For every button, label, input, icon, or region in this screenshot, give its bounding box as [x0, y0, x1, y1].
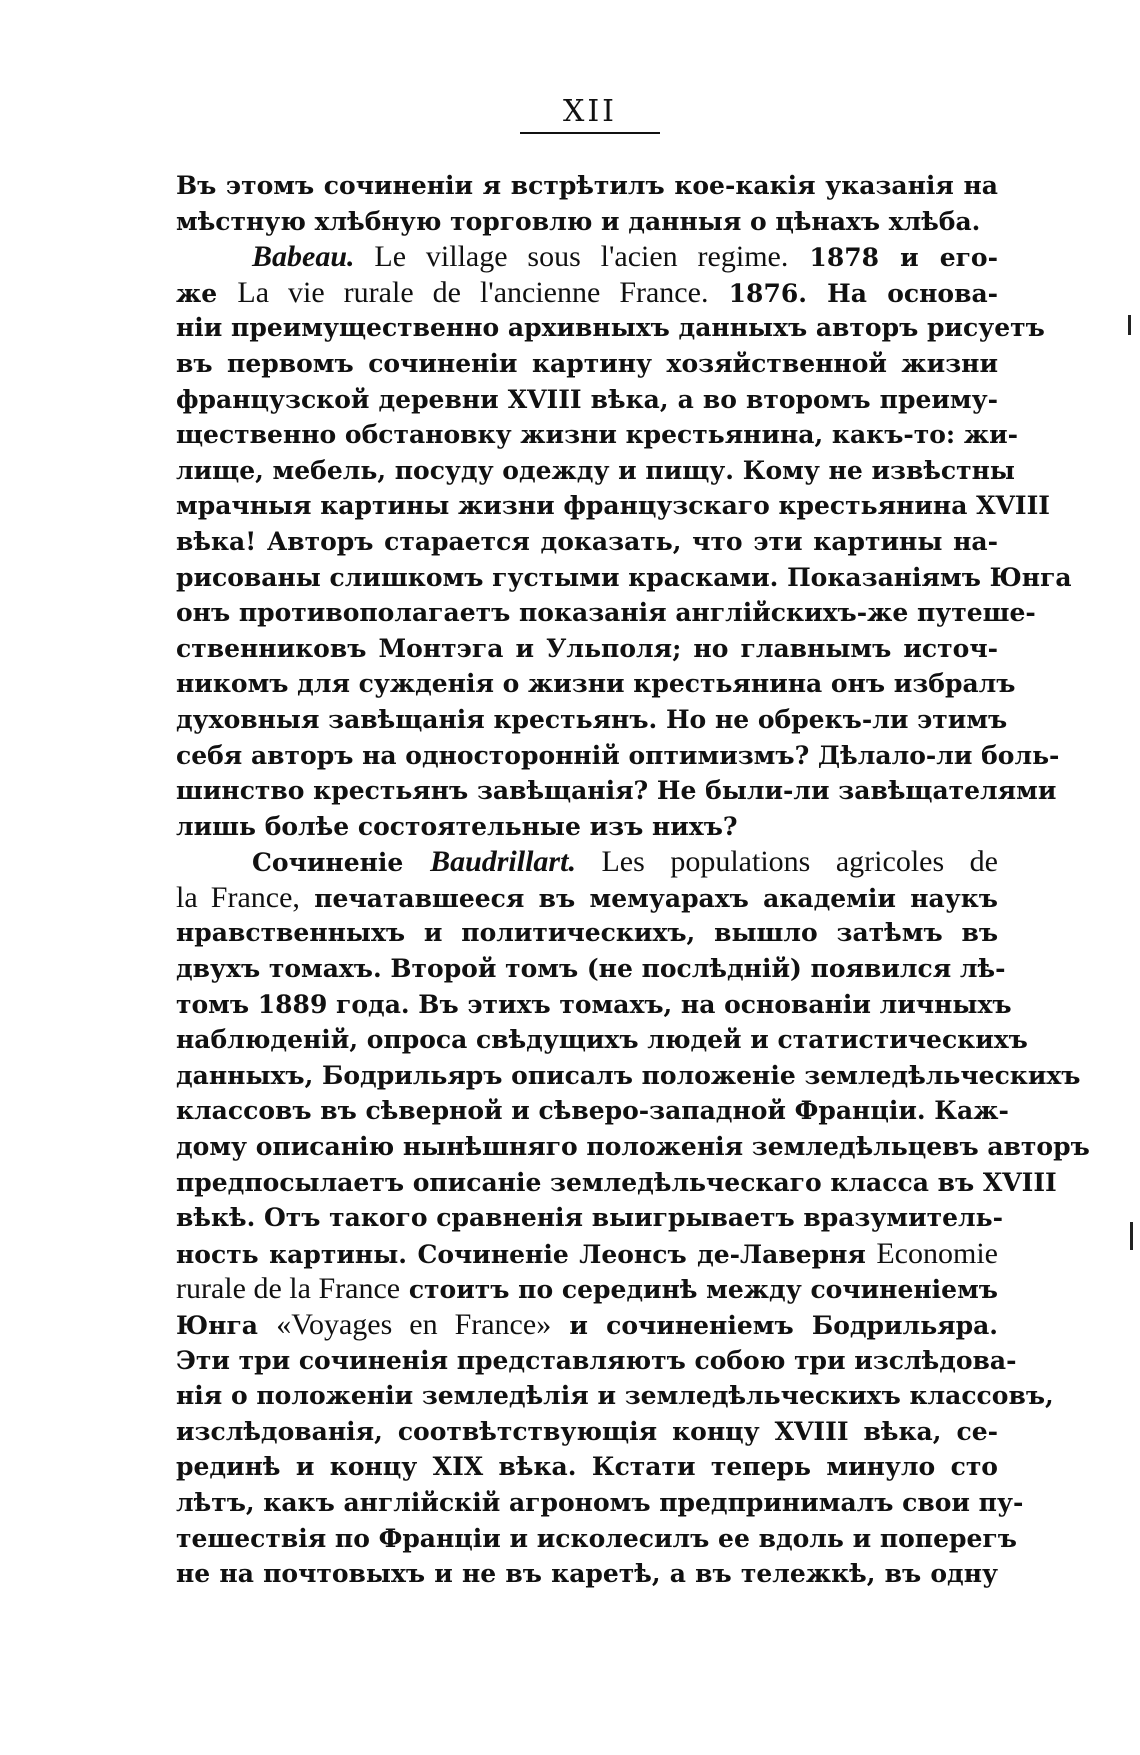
page-header	[520, 92, 660, 134]
text-line	[176, 1307, 998, 1343]
text-line	[176, 1485, 1024, 1521]
text-run: Юнга	[176, 1311, 277, 1340]
title-text: Le village sous l'acien regime.	[354, 240, 789, 274]
text-line	[176, 595, 1036, 631]
text-run: 1876. На основа-	[708, 278, 999, 308]
text-run: мѣстную хлѣбную торговлю и данныя о цѣнахъ хлѣба.	[176, 206, 981, 236]
text-line	[176, 488, 1050, 524]
text-line	[176, 560, 1072, 596]
text-run: лишь болѣе состоятельные изъ нихъ?	[176, 811, 738, 841]
text-line	[176, 524, 998, 560]
text-run: тешествія по Франціи и исколесилъ ее вдоль и поперегъ	[176, 1523, 1017, 1553]
text-line	[176, 1343, 1017, 1379]
text-line	[176, 1271, 998, 1307]
body-text	[176, 168, 1090, 1592]
page-number: XII	[562, 94, 618, 129]
text-line	[176, 809, 998, 845]
text-run: томъ 1889 года. Въ этихъ томахъ, на основаніи личныхъ	[176, 989, 1012, 1019]
text-run: мрачныя картины жизни французскаго крестьянина XVIII	[176, 491, 1050, 521]
author-name: Babeau.	[252, 240, 355, 274]
text-run: нравственныхъ и политическихъ, вышло затѣмъ въ	[176, 918, 998, 948]
title-text: «Voyages en France»	[276, 1308, 552, 1341]
text-run: двухъ томахъ. Второй томъ (не послѣдній) появился лѣ-	[176, 954, 1006, 984]
text-line	[176, 1414, 998, 1450]
text-line	[176, 1556, 998, 1592]
text-line	[176, 1093, 1009, 1129]
text-line	[176, 702, 1008, 738]
text-run: вѣка! Авторъ старается доказать, что эти картины на-	[176, 526, 998, 556]
text-line	[176, 844, 998, 880]
text-line	[176, 1200, 1004, 1236]
text-line	[176, 773, 1057, 809]
text-run: и сочиненіемъ Бодрильяра.	[551, 1311, 999, 1340]
text-run: вѣкѣ. Отъ такого сравненія выигрываетъ вразумитель-	[176, 1203, 1004, 1233]
text-line	[176, 631, 998, 667]
text-line	[176, 1022, 1028, 1058]
text-run: дому описанію нынѣшняго положенія земледѣльцевъ авторъ	[176, 1132, 1090, 1162]
text-line	[176, 880, 998, 916]
title-text: Economie	[876, 1236, 998, 1270]
text-run: въ первомъ сочиненіи картину хозяйственной жизни	[176, 348, 998, 378]
text-run: 1878 и его-	[788, 243, 998, 273]
text-run: предпосылаетъ описаніе земледѣльческаго класса въ XVIII	[176, 1167, 1057, 1197]
text-line	[176, 417, 1019, 453]
text-run: Эти три сочиненія представляютъ собою три изслѣдова-	[176, 1345, 1017, 1375]
text-run: печатавшееся въ мемуарахъ академіи наукъ	[299, 883, 998, 913]
margin-mark	[1130, 1222, 1133, 1250]
text-run: онъ противополагаетъ показанія англійскихъ-же путеше-	[176, 598, 1036, 628]
text-line	[176, 1165, 1057, 1201]
text-line	[176, 987, 1012, 1023]
text-run: французской деревни XVIII вѣка, а во второмъ преиму-	[176, 384, 998, 414]
text-line	[176, 666, 1016, 702]
text-run: себя авторъ на односторонній оптимизмъ? Дѣлало-ли боль-	[176, 740, 1060, 770]
text-line	[176, 1378, 1054, 1414]
text-line	[176, 346, 998, 382]
text-line	[176, 453, 1015, 489]
title-text: la France,	[176, 880, 300, 914]
text-run: Сочиненіе	[252, 848, 431, 878]
text-run: рисованы слишкомъ густыми красками. Показаніямъ Юнга	[176, 562, 1072, 592]
text-run: нія о положеніи земледѣлія и земледѣльческихъ классовъ,	[176, 1381, 1054, 1411]
text-run: шинство крестьянъ завѣщанія? Не были-ли завѣщателями	[176, 776, 1057, 806]
text-line	[176, 1236, 998, 1272]
header-rule	[520, 132, 660, 134]
text-run: лище, мебель, посуду одежду и пищу. Кому не извѣстны	[176, 455, 1015, 485]
text-run: классовъ въ сѣверной и сѣверо-западной Франціи. Каж-	[176, 1096, 1009, 1126]
text-line	[176, 915, 998, 951]
text-run: же	[176, 278, 238, 308]
title-text: La vie rurale de l'ancienne France.	[237, 275, 709, 309]
text-run: наблюденій, опроса свѣдущихъ людей и статистическихъ	[176, 1025, 1028, 1055]
text-run: духовныя завѣщанія крестьянъ. Но не обрекъ-ли этимъ	[176, 704, 1008, 734]
text-run: щественно обстановку жизни крестьянина, какъ-то: жи-	[176, 420, 1019, 450]
text-line	[176, 1058, 1081, 1094]
text-run: ніи преимущественно архивныхъ данныхъ авторъ рисуетъ	[176, 313, 1045, 343]
text-line	[176, 738, 1060, 774]
text-line	[176, 1129, 1090, 1165]
text-line	[176, 382, 998, 418]
text-run: никомъ для сужденія о жизни крестьянина онъ избралъ	[176, 669, 1016, 699]
text-run: Въ этомъ сочиненіи я встрѣтилъ кое-какія указанія на	[176, 171, 998, 200]
text-run: ность картины. Сочиненіе Леонсъ де-Лаверня	[176, 1239, 877, 1269]
text-run: лѣтъ, какъ англійскій агрономъ предпринималъ свои пу-	[176, 1487, 1024, 1517]
text-line	[176, 168, 998, 204]
text-run: ственниковъ Монтэга и Ульполя; но главнымъ источ-	[176, 633, 998, 663]
text-run: стоитъ по серединѣ между сочиненіемъ	[400, 1275, 998, 1305]
text-line	[176, 204, 998, 240]
text-line	[176, 275, 998, 311]
text-run: изслѣдованія, соотвѣтствующія концу XVIII вѣка, се-	[176, 1416, 998, 1446]
text-line	[176, 310, 1045, 346]
margin-mark	[1128, 315, 1131, 335]
title-text: rurale de la France	[176, 1272, 401, 1306]
text-run: данныхъ, Бодрильяръ описалъ положеніе земледѣльческихъ	[176, 1060, 1081, 1090]
text-line	[176, 1521, 1017, 1557]
text-line	[176, 951, 1006, 987]
text-line	[176, 1449, 998, 1485]
author-name: Baudrillart.	[430, 845, 576, 879]
title-text: Les populations agricoles de	[575, 845, 998, 879]
text-run: рединѣ и концу XIX вѣка. Кстати теперь минуло сто	[176, 1452, 998, 1482]
text-line	[176, 239, 998, 275]
text-run: не на почтовыхъ и не въ каретѣ, а въ тележкѣ, въ одну	[176, 1559, 998, 1589]
